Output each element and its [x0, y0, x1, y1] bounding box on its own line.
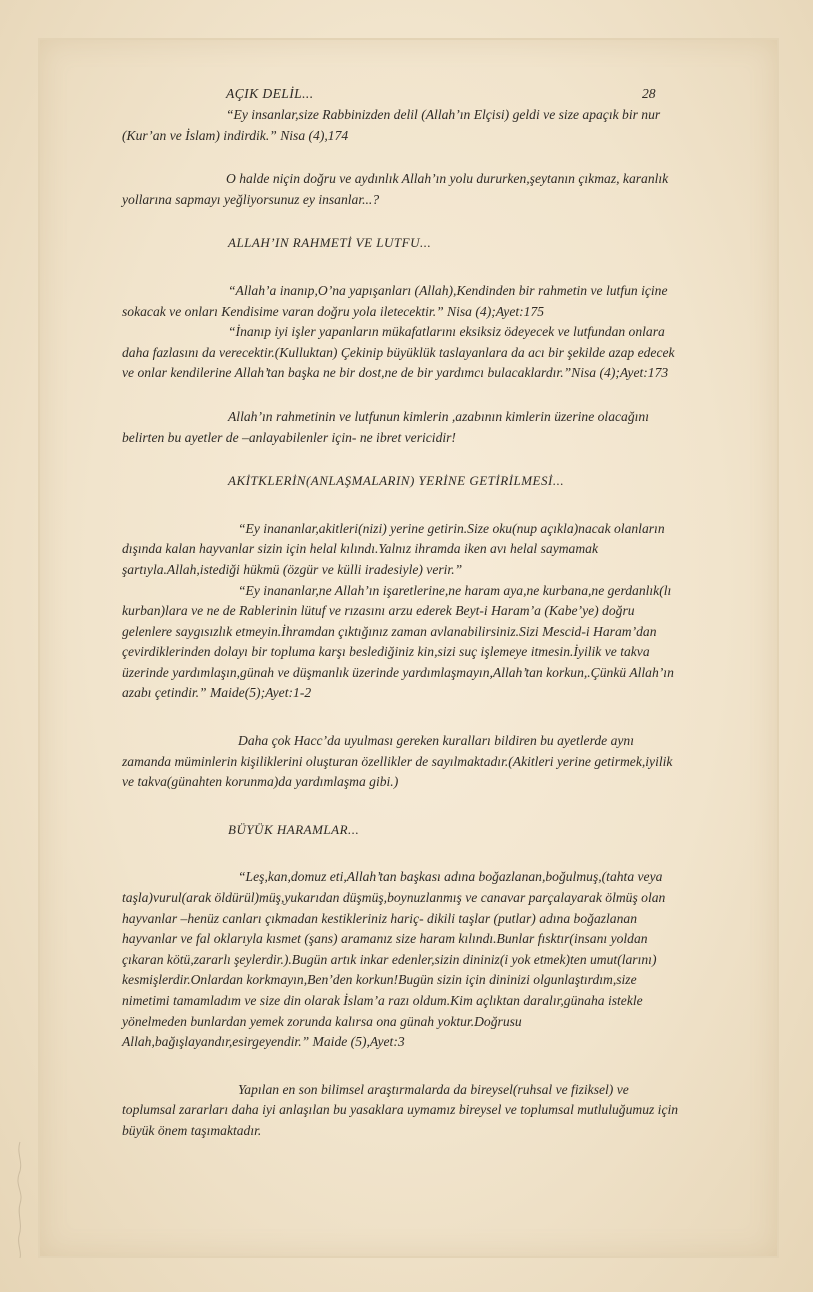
verse-nisa-175: “Allah’a inanıp,O’na yapışanları (Allah),Kendinden bir rahmetin ve lutfun içine sokacak ve onları Kendisime varan doğru yola iletecektir.” Nisa (4);Ayet:175 — [122, 282, 668, 319]
page-header — [122, 84, 682, 105]
commentary-paragraph-2: Allah’ın rahmetinin ve lutfunun kimlerin ,azabının kimlerin üzerine olacağını belirten bu ayetler de –anlayabilenler için- ne ibret vericidir! — [122, 408, 649, 445]
section-heading-haramlar: BÜYÜK HARAMLAR... — [228, 821, 360, 837]
section-heading-rahmet: ALLAH’IN RAHMETİ VE LUTFU... — [228, 235, 432, 251]
commentary-paragraph-3: Daha çok Hacc’da uyulması gereken kuralları bildiren bu ayetlerde aynı zamanda müminlerin kişiliklerini oluşturan özellikler de sayılmaktadır.(Akitleri yerine getirmek,iyilik ve takva(günahten korunma)da yardımlaşma gibi.) — [122, 733, 673, 790]
page-number: 28 — [642, 86, 656, 101]
page-content — [122, 84, 682, 1142]
section-heading-akitler: AKİTKLERİN(ANLAŞMALARIN) YERİNE GETİRİLMESİ... — [228, 473, 565, 489]
verse-nisa-173: “İnanıp iyi işler yapanların mükafatlarını eksiksiz ödeyecek ve lutfundan onlara daha fazlasını da verecektir.(Kulluktan) Çekinip büyüklük taslayanlara da acı bir şekilde azap edecek ve onlar kendilerine Allah’tan başka ne bir dost,ne de bir yardımcı bulacaklardır.”Nisa (4);Ayet:173 — [122, 324, 675, 381]
section-title-acik-delil: AÇIK DELİL... — [226, 86, 314, 101]
verse-maide-2: “Ey inananlar,ne Allah’ın işaretlerine,ne haram aya,ne kurbana,ne gerdanlık(lı kurban)lara ve ne de Rablerinin lütuf ve rızasını arzu ederek Beyt-i Haram’a (Kabe’ye) doğru gelenlere saygısızlık etmeyin.İhramdan çıktığınız zaman avlanabilirsiniz.Sizi Mescid-i Haram’dan çevirdiklerinden dolayı bir topluma karşı beslediğiniz kin,sizi suç işlemeye itmesin.İyilik ve takva üzerinde yardımlaşın,günah ve düşmanlık üzerinde yardımlaşmayın,Allah’tan korkun,.Çünkü Allah’ın azabı çetindir.” Maide(5);Ayet:1-2 — [122, 582, 674, 701]
margin-signature — [14, 1140, 26, 1260]
verse-nisa-174: “Ey insanlar,size Rabbinizden delil (Allah’ın Elçisi) geldi ve size apaçık bir nur (Kur’an ve İslam) indirdik.” Nisa (4),174 — [122, 107, 661, 143]
commentary-paragraph-4: Yapılan en son bilimsel araştırmalarda da bireysel(ruhsal ve fiziksel) ve toplumsal zararları daha iyi anlaşılan bu yasaklara uymamız bireysel ve toplumsal mutluluğumuz için büyük önem taşımaktadır. — [122, 1081, 679, 1138]
verse-maide-1: “Ey inananlar,akitleri(nizi) yerine getirin.Size oku(nup açıkla)nacak olanların dışında kalan hayvanlar sizin için helal kılındı.Yalnız ihramda iken avı helal saymamak şartıyla.Allah,istediği hükmü (özgür ve külli iradesiyle) verir.” — [122, 520, 665, 577]
verse-maide-3: “Leş,kan,domuz eti,Allah’tan başkası adına boğazlanan,boğulmuş,(tahta veya taşla)vurul(arak öldürül)müş,yukarıdan düşmüş,boynuzlanmış ve canavar parçalayarak ölmüş olan hayvanlar –henüz canları çıkmadan kestikleriniz hariç- dikili taşlar (putlar) adına boğazlanan hayvanlar ve fal oklarıyla kısmet (şans) aramanız size haram kılındı.Bunlar fısktır(insanı yoldan çıkaran kötü,zararlı şeylerdir.).Bugün artık inkar edenler,sizin dininiz(i yok etmek)ten umut(larını) kesmişlerdir.Onlardan korkmayın,Ben’den korkun!Bugün sizin için dininizi olgunlaştırdım,size nimetimi tamamladım ve size din olarak İslam’a razı oldum.Kim açlıktan daralır,günaha istekle yönelmeden bunlardan yemek zorunda kalırsa ona günah yoktur.Doğrusu Allah,bağışlayandır,esirgeyendir.” Maide (5),Ayet:3 — [122, 869, 666, 1050]
commentary-paragraph-1: O halde niçin doğru ve aydınlık Allah’ın yolu dururken,şeytanın çıkmaz, karanlık yollarına sapmayı yeğliyorsunuz ey insanlar...? — [122, 171, 669, 207]
